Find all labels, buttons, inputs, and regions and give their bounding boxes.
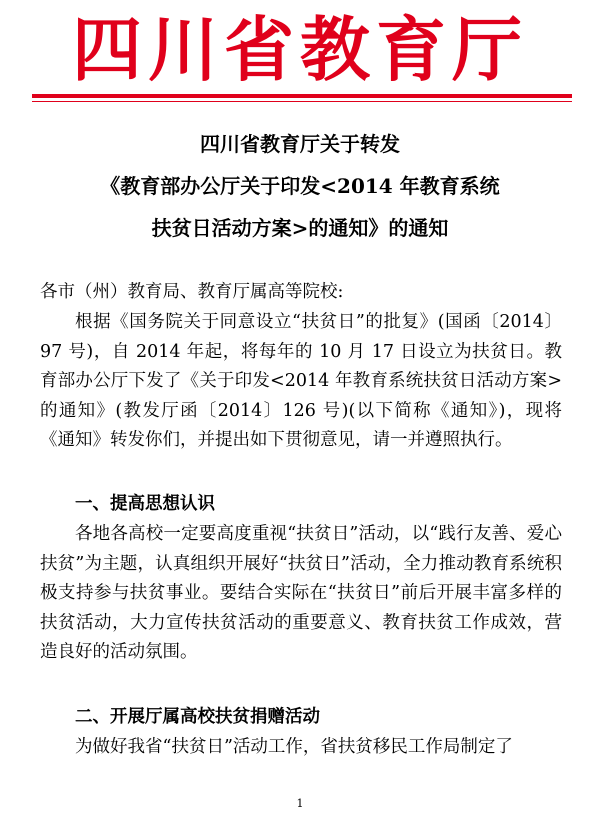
title-line-1: 四川省教育厅关于转发: [200, 132, 400, 156]
salutation: 各市（州）教育局、教育厅属高等院校:: [40, 282, 344, 302]
paragraph-2: 各地各高校一定要高度重视“扶贫日”活动，以“践行友善、爱心扶贫”为主题，认真组织开展好“扶贫日”活动，全力推动教育系统积极支持参与扶贫事业。要结合实际在“扶贫日”前后开展丰富多样的扶贫活动，大力宣传扶贫活动的重要意义、教育扶贫工作成效，营造良好的活动氛围。: [40, 524, 562, 662]
paragraph-1: 根据《国务院关于同意设立“扶贫日”的批复》(国函〔2014〕97 号)，自 2014 年起，将每年的 10 月 17 日设立为扶贫日。教育部办公厅下发了《关于印发<2014 年教育系统扶贫日活动方案>的通知》(教发厅函〔2014〕126 号)(以下简称《通知》)，现将《通知》转发你们，并提出如下贯彻意见，请一并遵照执行。: [40, 312, 562, 450]
title-line-2: 《教育部办公厅关于印发<2014 年教育系统: [100, 174, 500, 198]
masthead-title: 四川省教育厅: [72, 8, 528, 91]
section-heading-1: 一、提高思想认识: [75, 494, 215, 514]
section-heading-2: 二、开展厅属高校扶贫捐赠活动: [75, 707, 320, 727]
document-title: [30, 123, 570, 249]
paragraph-3: 为做好我省“扶贫日”活动工作，省扶贫移民工作局制定了: [75, 737, 513, 757]
masthead-rule-thin: [32, 101, 572, 102]
page-number: 1: [296, 797, 304, 810]
title-line-3: 扶贫日活动方案>的通知》的通知: [151, 216, 449, 240]
masthead-rule-thick: [32, 94, 572, 98]
